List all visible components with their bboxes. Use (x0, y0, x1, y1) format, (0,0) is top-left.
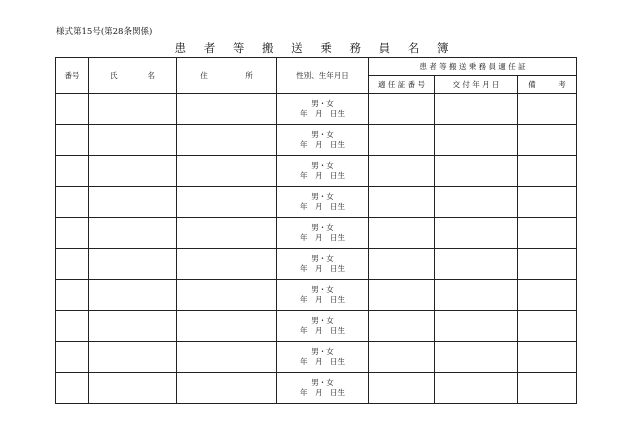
cell-address[interactable] (177, 187, 277, 218)
cell-address[interactable] (177, 311, 277, 342)
birth-date-label: 年 月 日生 (300, 233, 345, 242)
sex-choice-label: 男・女 (311, 223, 334, 232)
cell-number[interactable] (56, 373, 89, 404)
cell-number[interactable] (56, 187, 89, 218)
sex-choice-label: 男・女 (311, 192, 334, 201)
cell-issue-date[interactable] (435, 218, 518, 249)
cell-name[interactable] (89, 280, 177, 311)
cell-issue-date[interactable] (435, 342, 518, 373)
cell-remarks[interactable] (518, 156, 577, 187)
cell-remarks[interactable] (518, 342, 577, 373)
cell-sex-birth (277, 125, 369, 156)
birth-date-label: 年 月 日生 (300, 171, 345, 180)
header-sex-birth: 性別、生年月日 (277, 58, 369, 94)
form-number: 様式第15号(第28条関係) (56, 27, 153, 37)
cell-name[interactable] (89, 125, 177, 156)
sex-choice-label: 男・女 (311, 254, 334, 263)
cell-address[interactable] (177, 373, 277, 404)
cell-address[interactable] (177, 342, 277, 373)
cell-sex-birth (277, 187, 369, 218)
cell-certificate-number[interactable] (369, 94, 435, 125)
table-row (56, 249, 577, 280)
cell-sex-birth (277, 311, 369, 342)
sex-choice-label: 男・女 (311, 130, 334, 139)
table-row (56, 311, 577, 342)
register-body (56, 94, 577, 404)
cell-remarks[interactable] (518, 280, 577, 311)
birth-date-label: 年 月 日生 (300, 109, 345, 118)
sex-choice-label: 男・女 (311, 347, 334, 356)
cell-certificate-number[interactable] (369, 280, 435, 311)
header-number: 番号 (56, 58, 89, 94)
cell-name[interactable] (89, 94, 177, 125)
cell-name[interactable] (89, 373, 177, 404)
cell-address[interactable] (177, 218, 277, 249)
cell-remarks[interactable] (518, 249, 577, 280)
sex-choice-label: 男・女 (311, 99, 334, 108)
cell-remarks[interactable] (518, 187, 577, 218)
cell-certificate-number[interactable] (369, 373, 435, 404)
cell-number[interactable] (56, 218, 89, 249)
birth-date-label: 年 月 日生 (300, 388, 345, 397)
cell-name[interactable] (89, 249, 177, 280)
cell-sex-birth (277, 342, 369, 373)
birth-date-label: 年 月 日生 (300, 357, 345, 366)
header-remarks: 備 考 (518, 76, 577, 94)
birth-date-label: 年 月 日生 (300, 295, 345, 304)
cell-name[interactable] (89, 218, 177, 249)
cell-number[interactable] (56, 280, 89, 311)
cell-issue-date[interactable] (435, 156, 518, 187)
cell-certificate-number[interactable] (369, 311, 435, 342)
cell-number[interactable] (56, 249, 89, 280)
cell-issue-date[interactable] (435, 249, 518, 280)
cell-remarks[interactable] (518, 125, 577, 156)
cell-address[interactable] (177, 249, 277, 280)
birth-date-label: 年 月 日生 (300, 202, 345, 211)
cell-issue-date[interactable] (435, 280, 518, 311)
sex-choice-label: 男・女 (311, 161, 334, 170)
cell-certificate-number[interactable] (369, 249, 435, 280)
cell-address[interactable] (177, 280, 277, 311)
cell-certificate-number[interactable] (369, 187, 435, 218)
cell-address[interactable] (177, 94, 277, 125)
table-row (56, 156, 577, 187)
cell-name[interactable] (89, 156, 177, 187)
cell-certificate-number[interactable] (369, 156, 435, 187)
header-certificate-number: 適 任 証 番 号 (369, 76, 435, 94)
table-row (56, 187, 577, 218)
cell-number[interactable] (56, 125, 89, 156)
cell-remarks[interactable] (518, 94, 577, 125)
table-row (56, 280, 577, 311)
birth-date-label: 年 月 日生 (300, 140, 345, 149)
cell-issue-date[interactable] (435, 94, 518, 125)
cell-certificate-number[interactable] (369, 218, 435, 249)
cell-remarks[interactable] (518, 311, 577, 342)
birth-date-label: 年 月 日生 (300, 326, 345, 335)
table-row (56, 342, 577, 373)
cell-remarks[interactable] (518, 218, 577, 249)
cell-certificate-number[interactable] (369, 125, 435, 156)
cell-sex-birth (277, 373, 369, 404)
cell-issue-date[interactable] (435, 373, 518, 404)
sex-choice-label: 男・女 (311, 378, 334, 387)
cell-issue-date[interactable] (435, 125, 518, 156)
cell-issue-date[interactable] (435, 311, 518, 342)
page-title: 患 者 等 搬 送 乗 務 員 名 簿 (174, 41, 456, 55)
table-row (56, 125, 577, 156)
cell-name[interactable] (89, 342, 177, 373)
cell-number[interactable] (56, 94, 89, 125)
table-row (56, 373, 577, 404)
cell-name[interactable] (89, 311, 177, 342)
header-issue-date: 交 付 年 月 日 (435, 76, 518, 94)
header-name: 氏 名 (89, 58, 177, 94)
cell-issue-date[interactable] (435, 187, 518, 218)
cell-number[interactable] (56, 156, 89, 187)
header-qualification-certificate: 患 者 等 搬 送 乗 務 員 適 任 証 (369, 58, 577, 76)
cell-number[interactable] (56, 342, 89, 373)
cell-sex-birth (277, 156, 369, 187)
cell-number[interactable] (56, 311, 89, 342)
cell-sex-birth (277, 280, 369, 311)
cell-certificate-number[interactable] (369, 342, 435, 373)
cell-sex-birth (277, 94, 369, 125)
cell-sex-birth (277, 249, 369, 280)
table-row (56, 218, 577, 249)
birth-date-label: 年 月 日生 (300, 264, 345, 273)
header-address: 住 所 (177, 58, 277, 94)
cell-sex-birth (277, 218, 369, 249)
cell-address[interactable] (177, 125, 277, 156)
sex-choice-label: 男・女 (311, 285, 334, 294)
cell-remarks[interactable] (518, 373, 577, 404)
sex-choice-label: 男・女 (311, 316, 334, 325)
cell-name[interactable] (89, 187, 177, 218)
crew-register-table (55, 57, 577, 404)
table-row (56, 94, 577, 125)
cell-address[interactable] (177, 156, 277, 187)
